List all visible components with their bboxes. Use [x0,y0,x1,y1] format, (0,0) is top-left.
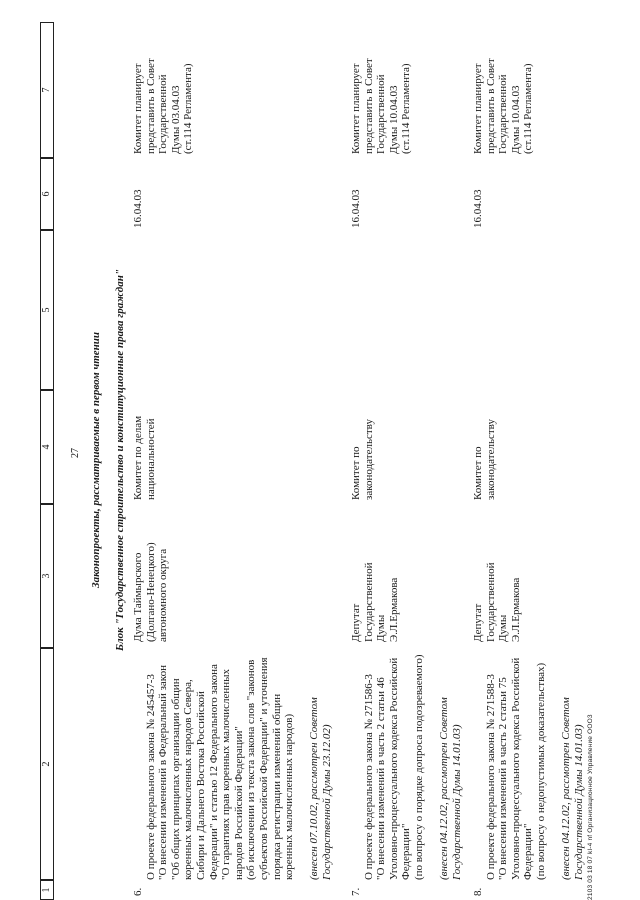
bill-author: Депутат Государственной Думы Э.Л.Ермакова [350,562,400,642]
block-title: Блок "Государственное строительство и конституционные права граждан" [114,269,126,651]
header-col-7: 7 [40,22,54,158]
page-footer: 2103 03 18 07 kl-4 nf Организационное Управление ООО3 [587,714,594,900]
responsible-committee: Комитет по законодательству [350,419,375,500]
bill-note: (внесен 04.12.02, рассмотрен Советом Государственной Думы 14.01.03) [438,697,463,880]
review-date: 16.04.03 [132,189,144,228]
bill-title-text: О проекте федерального закона № 271588-3 "О внесении изменений в часть 2 статьи 75 Уголовно-процессуального кодекса Российской Федерации" (по вопросу о недопустимых доказательствах) [484,657,547,880]
bill-note: (внесен 04.12.02, рассмотрен Советом Государственной Думы 14.01.03) [560,697,585,880]
header-col-2: 2 [40,648,54,880]
header-col-5: 5 [40,230,54,390]
responsible-committee: Комитет по делам национальностей [132,415,157,500]
bill-title [350,640,463,880]
bill-note: (внесен 07.10.02, рассмотрен Советом Государственной Думы 23.12.02) [308,697,333,880]
row-number: 6. [132,887,144,896]
bill-title-text: О проекте федерального закона № 271586-3 "О внесении изменений в часть 2 статьи 46 Уголовно-процессуального кодекса Российской Федерации" (по вопросу о порядке допроса подозреваемого) [362,654,425,880]
header-col-6: 6 [40,158,54,230]
row-number: 7. [350,887,362,896]
bill-author: Дума Таймырского (Долгано-Ненецкого) автономного округа [132,542,170,642]
bill-title-text: О проекте федерального закона № 245457-3 "О внесении изменений в Федеральный закон "Об общих принципах организации общин коренных малочисленных народов Севера, Сибири и Дальнего Востока Российской Федерации" и статью 12 Федерального закона "О гарантиях прав коренных малочисленных народов Российской Федерации" (об исключении из текста закона слов "законов субъектов Российской Федерации" и уточнения порядка регистрации изменений общин коренных малочисленных народов) [144,657,296,880]
header-col-4: 4 [40,390,54,504]
committee-plan: Комитет планирует представить в Совет Государственной Думы 10.04.03 (ст.114 Регламента) [472,58,535,154]
review-date: 16.04.03 [472,189,484,228]
section-title: Законопроекты, рассматриваемые в первом чтении [90,332,102,588]
header-col-3: 3 [40,504,54,648]
committee-plan: Комитет планирует представить в Совет Государственной Думы 10.04.03 (ст.114 Регламента) [350,58,413,154]
bill-title [472,640,585,880]
responsible-committee: Комитет по законодательству [472,419,497,500]
header-col-1: 1 [40,880,54,900]
bill-title [132,640,334,880]
review-date: 16.04.03 [350,189,362,228]
bill-author: Депутат Государственной Думы Э.Л.Ермакова [472,562,522,642]
row-number: 8. [472,887,484,896]
page-number: 27 [70,448,81,458]
rotated-page [40,0,600,900]
committee-plan: Комитет планирует представить в Совет Государственной Думы 03.04.03 (ст.114 Регламента) [132,58,195,154]
